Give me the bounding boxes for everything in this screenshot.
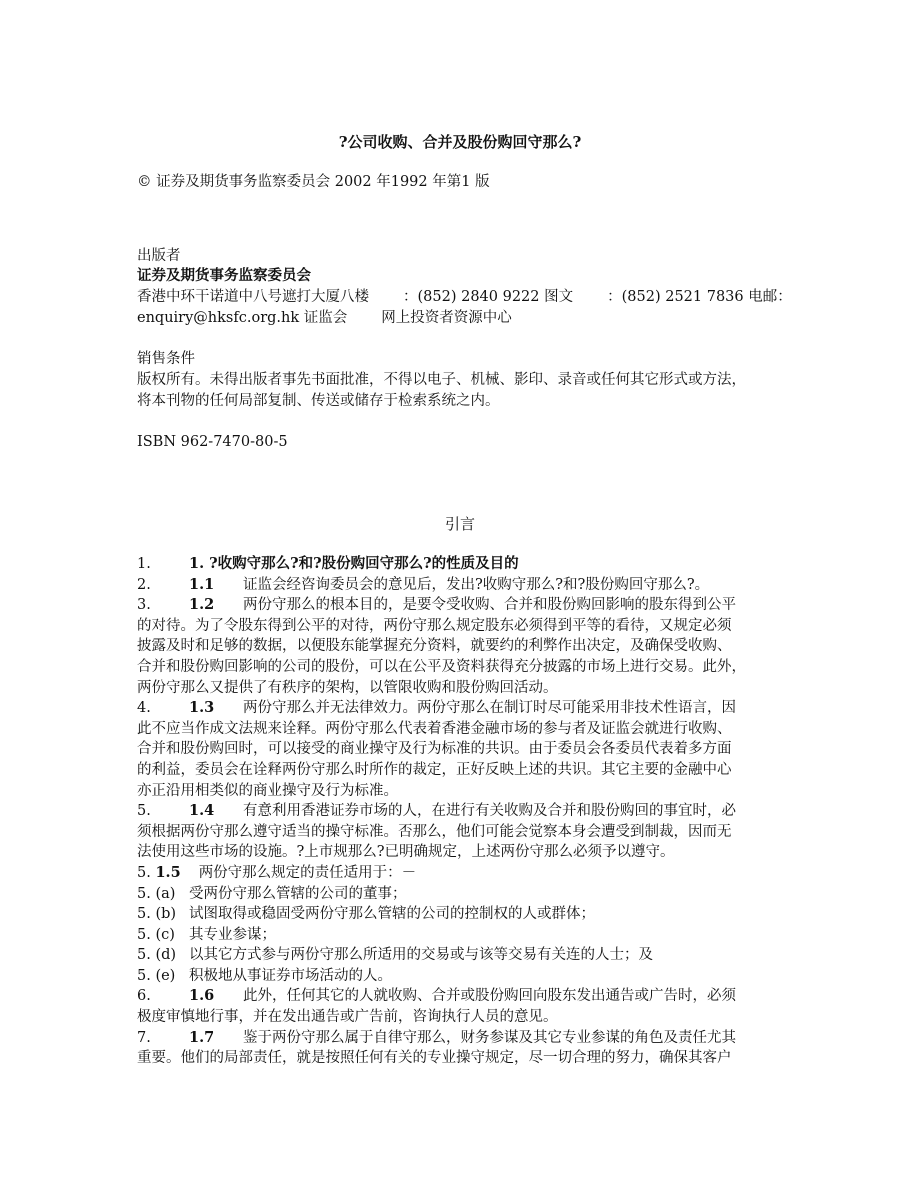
item-number: 5. (c) <box>137 926 175 943</box>
clause-number: 1.3 <box>189 699 215 717</box>
sub-item-text: 受两份守那么管辖的公司的董事； <box>189 885 407 902</box>
item-number: 2. <box>137 576 151 593</box>
clause-text-continued: 须根据两份守那么遵守适当的操守标准。否那么，他们可能会觉察本身会遭受到制裁，因而无 <box>137 823 732 840</box>
list-item <box>137 966 782 987</box>
item-number: 5. (e) <box>137 967 176 984</box>
clause-text-continued: 两份守那么又提供了有秩序的架构，以管限收购和股份购回活动。 <box>137 679 558 696</box>
item-number: 5. <box>137 803 151 820</box>
item-number: 5. (d) <box>137 947 177 964</box>
clause-text-continued: 亦正沿用相类似的商业操守及行为标准。 <box>137 782 398 799</box>
clause-text-continued: 法使用这些市场的设施。?上市规那么?已明确规定，上述两份守那么必须予以遵守。 <box>137 844 675 861</box>
list-item <box>137 801 782 822</box>
clause-text-continued: 的利益，委员会在诠释两份守那么时所作的裁定，正好反映上述的共识。其它主要的金融中心 <box>137 761 732 778</box>
sub-item-text: 试图取得或稳固受两份守那么管辖的公司的控制权的人或群体； <box>189 906 595 923</box>
document-title: ?公司收购、合并及股份购回守那么? <box>338 133 582 151</box>
item-number: 5. (a) <box>137 885 176 902</box>
clause-number: 1.4 <box>189 802 215 820</box>
publisher-contact <box>137 308 512 328</box>
list-item <box>137 698 782 719</box>
sale-conditions-line-1: 版权所有。未得出版者事先书面批准，不得以电子、机械、影印、录音或任何其它形式或方法， <box>137 372 746 388</box>
item-number: 3. <box>137 597 151 614</box>
clause-text-continued: 的对待。为了令股东得到公平的对待，两份守那么规定股东必须得到平等的看待，又规定必须 <box>137 617 732 634</box>
list-item <box>137 925 782 946</box>
list-item <box>137 945 782 966</box>
list-item <box>137 1028 782 1049</box>
list-item <box>137 554 782 575</box>
clause-text-continued: 此不应当作成文法规来诠释。两份守那么代表着香港金融市场的参与者及证监会就进行收购、 <box>137 720 732 737</box>
clause-text-continued: 合并和股份购回时，可以接受的商业操守及行为标准的共识。由于委员会各委员代表着多方面 <box>137 741 732 758</box>
item-number: 1. <box>137 556 151 572</box>
clause-text: 两份守那么规定的责任适用于：－ <box>198 864 417 881</box>
resource-centre-text: 网上投资者资源中心 <box>381 310 512 326</box>
sale-conditions-label: 销售条件 <box>137 351 195 367</box>
publisher-name: 证券及期货事务监察委员会 <box>137 267 311 284</box>
clause-number: 1.5 <box>155 863 181 881</box>
clause-text: 鉴于两份守那么属于自律守那么，财务参谋及其它专业参谋的角色及责任尤其 <box>243 1029 736 1046</box>
clause-text: 有意利用香港证券市场的人，在进行有关收购及合并和股份购回的事宜时，必 <box>243 803 736 820</box>
tel-text: ：(852) 2840 9222 图文 <box>403 289 574 305</box>
introduction-body <box>137 554 782 1069</box>
item-number: 6. <box>137 988 151 1005</box>
clause-text-continued: 极度审慎地行事，并在发出通告或广告前，咨询执行人员的意见。 <box>137 1009 558 1026</box>
sub-item-text: 积极地从事证券市场活动的人。 <box>189 967 392 984</box>
copyright-line: © 证券及期货事务监察委员会 2002 年1992 年第1 版 <box>137 174 490 190</box>
list-item <box>137 904 782 925</box>
clause-text-continued: 合并和股份购回影响的公司的股份，可以在公平及资料获得充分披露的市场上进行交易。此外， <box>137 658 746 675</box>
clause-number: 1.2 <box>189 596 215 614</box>
item-heading: 1. ?收购守那么?和?股份购回守那么?的性质及目的 <box>189 555 519 572</box>
email-text: enquiry@hksfc.org.hk 证监会 <box>137 310 348 326</box>
section-title-introduction: 引言 <box>444 515 475 533</box>
item-number: 5. (b) <box>137 906 177 923</box>
list-item <box>137 884 782 905</box>
clause-number: 1.6 <box>189 987 215 1005</box>
list-item <box>137 575 782 596</box>
clause-text-continued: 披露及时和足够的数据，以便股东能掌握充分资料，就要约的利弊作出决定，及确保受收购、 <box>137 638 732 655</box>
clause-text: 此外，任何其它的人就收购、合并或股份购回向股东发出通告或广告时，必须 <box>243 988 736 1005</box>
clause-text: 证监会经咨询委员会的意见后，发出?收购守那么?和?股份购回守那么?。 <box>243 576 710 593</box>
fax-text: ：(852) 2521 7836 电邮： <box>607 289 792 305</box>
list-item <box>137 595 782 616</box>
clause-number: 1.7 <box>189 1028 215 1046</box>
list-item <box>137 863 782 884</box>
clause-number: 1.1 <box>189 575 215 593</box>
publisher-address <box>137 287 792 307</box>
clause-text: 两份守那么并无法律效力。两份守那么在制订时尽可能采用非技术性语言，因 <box>243 700 736 717</box>
publisher-label: 出版者 <box>137 248 181 264</box>
clause-text: 两份守那么的根本目的，是要令受收购、合并和股份购回影响的股东得到公平 <box>243 597 736 614</box>
address-text: 香港中环干诺道中八号遮打大厦八楼 <box>137 289 369 305</box>
sub-item-text: 以其它方式参与两份守那么所适用的交易或与该等交易有关连的人士；及 <box>189 947 653 964</box>
item-number: 7. <box>137 1029 151 1046</box>
item-number: 4. <box>137 700 151 717</box>
isbn: ISBN 962-7470-80-5 <box>137 434 288 450</box>
list-item <box>137 986 782 1007</box>
sub-item-text: 其专业参谋； <box>189 926 276 943</box>
item-number: 5. <box>137 864 151 881</box>
clause-text-continued: 重要。他们的局部责任，就是按照任何有关的专业操守规定，尽一切合理的努力，确保其客户 <box>137 1050 732 1067</box>
sale-conditions-line-2: 将本刊物的任何局部复制、传送或储存于检索系统之内。 <box>137 393 500 409</box>
